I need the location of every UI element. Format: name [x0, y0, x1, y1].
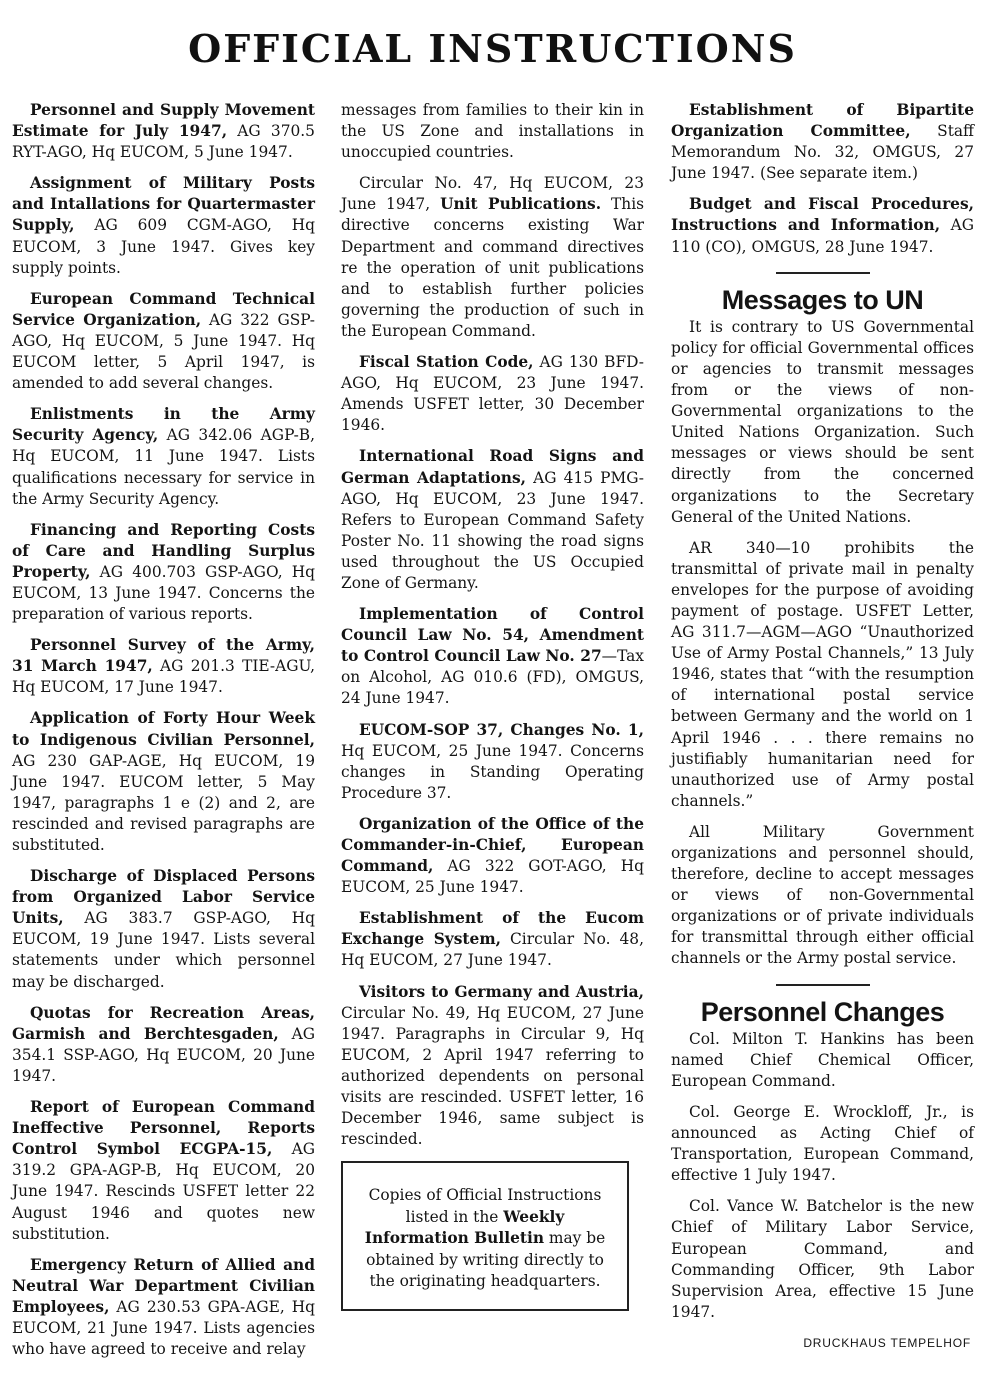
- instruction-entry: [341, 604, 644, 709]
- entry-details: Hq EUCOM, 25 June 1947. Concerns changes in Standing Operating Procedure 37.: [341, 741, 644, 802]
- entry-details: AG 354.1 SSP-AGO, Hq EUCOM, 20 June 1947.: [12, 1024, 315, 1085]
- article-paragraph: Col. Milton T. Hankins has been named Chief Chemical Officer, European Command.: [671, 1029, 974, 1090]
- notice-text-start: Copies of Official Instructions listed in the: [368, 1186, 602, 1226]
- continued-text: messages from families to their kin in the US Zone and installations in unoccupied countries.: [341, 101, 644, 162]
- instruction-entry: [341, 446, 644, 594]
- instruction-entry: [341, 352, 644, 436]
- instruction-entry: [341, 814, 644, 898]
- entry-details: AG 319.2 GPA-AGP-B, Hq EUCOM, 20 June 1947. Rescinds USFET letter 22 August 1946 and quotes new substitution.: [12, 1140, 315, 1243]
- column-1: [12, 100, 315, 1370]
- copies-notice-box: [341, 1161, 629, 1311]
- entry-title: Organization of the Office of the Commander-in-Chief, European Command,: [341, 814, 644, 876]
- entry-prefix: Circular No. 47, Hq EUCOM, 23 June 1947,: [341, 174, 644, 214]
- entry-details: AG 201.3 TIE-AGU, Hq EUCOM, 17 June 1947.: [12, 657, 315, 697]
- messages-heading: Messages to UN: [721, 284, 924, 315]
- article-paragraph: It is contrary to US Governmental policy for official Governmental offices or agencies to transmit messages from or the views of non-Governmental organizations to the United Nations Organization. Such messages or views should be sent directly from the concerned organizations to the Secretary General of the United Nations.: [671, 317, 974, 526]
- entry-title: Personnel Survey of the Army, 31 March 1947,: [12, 636, 315, 676]
- entry-title: International Road Signs and German Adaptations,: [341, 447, 644, 487]
- entry-title: Emergency Return of Allied and Neutral War Department Civilian Employees,: [12, 1255, 315, 1316]
- instruction-entry: [12, 1255, 315, 1360]
- entry-details: —Tax on Alcohol, AG 010.6 (FD), OMGUS, 24 June 1947.: [341, 647, 644, 708]
- entry-details: AG 110 (CO), OMGUS, 28 June 1947.: [671, 216, 974, 256]
- bulletin-name: Weekly Information Bulletin: [364, 1207, 565, 1247]
- instruction-entry: [12, 635, 315, 698]
- instruction-entry: [12, 404, 315, 509]
- entry-title: Financing and Reporting Costs of Care and Handling Surplus Property,: [12, 520, 315, 581]
- entry-details: Circular No. 49, Hq EUCOM, 27 June 1947. Paragraphs in Circular 9, Hq EUCOM, 2 April 1947 referring to authorized dependents on personal visits are rescinded. USFET letter, 16 December 1946, same subject is rescinded.: [341, 1003, 644, 1149]
- entry-details: AG 230.53 GPA-AGE, Hq EUCOM, 21 June 1947. Lists agencies who have agreed to receive and relay: [12, 1297, 315, 1359]
- instruction-entry: [671, 194, 974, 257]
- entry-details: AG 370.5 RYT-AGO, Hq EUCOM, 5 June 1947.: [12, 122, 315, 162]
- entry-title: Establishment of Bipartite Organization Committee,: [671, 101, 974, 141]
- entry-title: Assignment of Military Posts and Intallations for Quartermaster Supply,: [12, 174, 315, 235]
- entry-title: Implementation of Control Council Law No. 54, Amendment to Control Council Law No. 27: [341, 605, 644, 666]
- article-paragraph: All Military Government organizations and personnel should, therefore, decline to accept messages or views of non-Governmental organizations or of private individuals for transmittal through either official channels or the Army postal service.: [671, 822, 974, 968]
- article-paragraph: AR 340—10 prohibits the transmittal of private mail in penalty envelopes for the purpose of avoiding payment of postage. USFET Letter, AG 311.7—AGM—AGO “Unauthorized Use of Army Postal Channels,” 13 July 1946, states that “with the resumption of international postal service between Germany and the world on 1 April 1946 . . . there remains no justifiably humanitarian need for unauthorized use of Army postal channels.”: [671, 538, 974, 810]
- entry-title: Establishment of the Eucom Exchange System,: [341, 909, 644, 949]
- instruction-entry: [671, 100, 974, 184]
- entry-title: European Command Technical Service Organization,: [12, 289, 315, 329]
- entry-details: AG 230 GAP-AGE, Hq EUCOM, 19 June 1947. EUCOM letter, 5 May 1947, paragraphs 1 e (2) and 2, are rescinded and revised paragraphs are substituted.: [12, 751, 315, 854]
- entry-details: AG 322 GOT-AGO, Hq EUCOM, 25 June 1947.: [341, 857, 644, 897]
- entry-title: Fiscal Station Code,: [359, 353, 534, 372]
- entry-title: Visitors to Germany and Austria,: [359, 982, 644, 1001]
- instruction-entry: [12, 173, 315, 278]
- personnel-heading: Personnel Changes: [700, 996, 945, 1027]
- instruction-entry: [12, 866, 315, 993]
- instruction-entry: [341, 908, 644, 971]
- entry-details: AG 322 GSP-AGO, Hq EUCOM, 5 June 1947. Hq EUCOM letter, 5 April 1947, is amended to add several changes.: [12, 310, 316, 393]
- section-divider: [776, 272, 870, 274]
- entry-details: Staff Memorandum No. 32, OMGUS, 27 June 1947. (See separate item.): [671, 122, 974, 183]
- instruction-entry: [12, 100, 315, 163]
- column-2: [341, 100, 644, 1160]
- column-3: [671, 100, 974, 1333]
- article-paragraph: Col. George E. Wrockloff, Jr., is announced as Acting Chief of Transportation, European Command, effective 1 July 1947.: [671, 1102, 974, 1185]
- entry-details: AG 342.06 AGP-B, Hq EUCOM, 11 June 1947. Lists qualifications necessary for service in the Army Security Agency.: [12, 426, 316, 508]
- entry-details: AG 415 PMG-AGO, Hq EUCOM, 23 June 1947. Refers to European Command Safety Poster No. 11 showing the road signs used throughout the US Occupied Zone of Germany.: [341, 468, 644, 592]
- page-title: OFFICIAL INSTRUCTIONS: [188, 26, 797, 71]
- instruction-entry: [341, 720, 644, 804]
- entry-title: Discharge of Displaced Persons from Organized Labor Service Units,: [12, 867, 315, 928]
- entry-details: AG 130 BFD-AGO, Hq EUCOM, 23 June 1947. Amends USFET letter, 30 December 1946.: [341, 353, 644, 435]
- entry-title: Unit Publications.: [440, 195, 602, 214]
- entry-title: Personnel and Supply Movement Estimate for July 1947,: [12, 101, 315, 141]
- article-paragraph: Col. Vance W. Batchelor is the new Chief of Military Labor Service, European Command, and Commanding Officer, 9th Labor Supervision Area, effective 15 June 1947.: [671, 1197, 974, 1321]
- entry-details: AG 400.703 GSP-AGO, Hq EUCOM, 13 June 1947. Concerns the preparation of various reports.: [12, 562, 315, 624]
- instruction-entry: [12, 520, 315, 625]
- instruction-entry: [12, 708, 315, 856]
- section-divider: [776, 984, 870, 986]
- instruction-entry: [341, 982, 644, 1151]
- instruction-entry: [341, 173, 644, 342]
- printer-imprint: DRUCKHAUS TEMPELHOF: [803, 1336, 971, 1350]
- entry-title: EUCOM-SOP 37, Changes No. 1,: [359, 720, 644, 739]
- entry-details: This directive concerns existing War Department and command directives re the operation of unit publications and to establish further policies governing the production of such in the European Command.: [341, 195, 645, 340]
- instruction-entry: [12, 1003, 315, 1087]
- instruction-entry: [12, 289, 315, 394]
- entry-title: Report of European Command Ineffective Personnel, Reports Control Symbol ECGPA-15,: [12, 1098, 315, 1159]
- entry-title: Budget and Fiscal Procedures, Instructions and Information,: [671, 195, 974, 235]
- instruction-entry: [12, 1097, 315, 1245]
- entry-details: AG 609 CGM-AGO, Hq EUCOM, 3 June 1947. Gives key supply points.: [12, 216, 315, 277]
- entry-details: Circular No. 48, Hq EUCOM, 27 June 1947.: [341, 930, 644, 970]
- entry-title: Application of Forty Hour Week to Indigenous Civilian Personnel,: [12, 709, 315, 749]
- notice-text-end: may be obtained by writing directly to the originating headquarters.: [366, 1229, 606, 1290]
- entry-title: Enlistments in the Army Security Agency,: [12, 405, 315, 445]
- entry-details: AG 383.7 GSP-AGO, Hq EUCOM, 19 June 1947. Lists several statements under which personnel may be discharged.: [12, 909, 315, 991]
- entry-title: Quotas for Recreation Areas, Garmish and Berchtesgaden,: [12, 1003, 315, 1043]
